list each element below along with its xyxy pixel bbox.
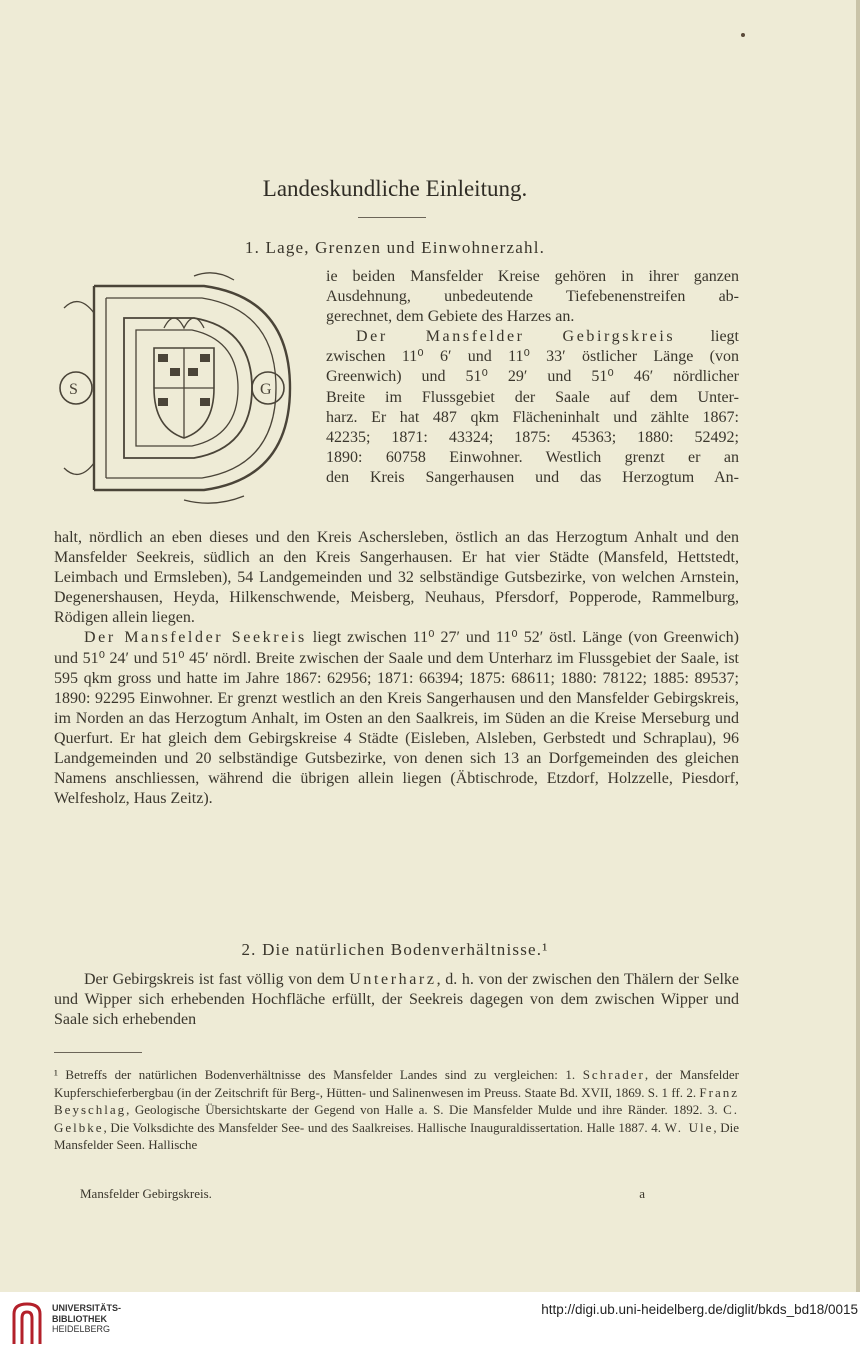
- gebirgskreis-lead: Der Mansfelder Gebirgskreis: [356, 328, 676, 346]
- unterharz-spaced: Unterharz: [349, 971, 437, 988]
- ink-speck: [741, 33, 745, 37]
- para2-line-2: Greenwich) und 51⁰ 29′ und 51⁰ 46′ nördlicher: [326, 368, 739, 386]
- logo-line-3: HEIDELBERG: [52, 1324, 111, 1334]
- para1-line-3: gerechnet, dem Gebiete des Harzes an.: [326, 308, 575, 326]
- permalink-url[interactable]: http://digi.ub.uni-heidelberg.de/diglit/bkds_bd18/0015: [541, 1302, 858, 1317]
- para2-line-1: zwischen 11⁰ 6′ und 11⁰ 33′ östlicher Länge (von: [326, 348, 739, 366]
- para2-continuation: halt, nördlich an eben dieses und den Kreis Aschersleben, östlich an das Herzogtum Anhalt und den Mansfelder Seekreis, südlich an den Kreis Sangerhausen. Er hat vier Städte (Mansfeld, Hettstedt, Leimbach und Ermsleben), 54 Landgemeinden und 32 selbständige Gutsbezirke, von welchen Arnstein, Degenershausen, Heyda, Hilkenschwende, Meisberg, Neuhaus, Pfersdorf, Popperode, Rammelburg, Rödigen allein liegen.: [54, 529, 739, 627]
- section-heading-2: 2. Die natürlichen Bodenverhältnisse.¹: [241, 940, 549, 959]
- body-block-1: [54, 528, 739, 809]
- footnote-author-3: C. Gelbke: [54, 1102, 739, 1135]
- footnote-text-3: , Die Volksdichte des Mansfelder See- und des Saalkreises. Hallische Inauguraldissertation. Halle 1887. 4.: [103, 1119, 665, 1135]
- signature-left: Mansfelder Gebirgskreis.: [80, 1186, 212, 1201]
- para2-line-5: 42235; 1871: 43324; 1875: 45363; 1880: 52492;: [326, 428, 739, 446]
- library-name: [52, 1303, 121, 1335]
- para4: [54, 970, 739, 1030]
- para4-lead: Der Gebirgskreis ist fast völlig von dem: [84, 971, 350, 988]
- title-rule: [358, 217, 426, 218]
- footnote-intro: ¹ Betreffs der natürlichen Bodenverhältnisse des Mansfelder Landes sind zu vergleichen: 1.: [54, 1067, 583, 1082]
- para2-line-6: 1890: 60758 Einwohner. Westlich grenzt er an: [326, 448, 739, 466]
- para2-line-0: [326, 327, 739, 347]
- logo-line-2: BIBLIOTHEK: [52, 1313, 107, 1324]
- footnote-author-1: Schrader: [582, 1067, 645, 1082]
- footnote-author-4: W. Ule: [664, 1119, 714, 1135]
- footnote-text-4: , Die Mansfelder Seen. Hallische: [54, 1119, 739, 1153]
- footnote-text-1: , der Mansfelder Kupferschieferbergbau (in der Zeitschrift für Berg-, Hütten- und Salinenwesen im Preuss. Staate Bd. XVII, 1869. S. 1 ff. 2.: [54, 1067, 739, 1100]
- para2-lead-rest: liegt: [675, 328, 740, 346]
- svg-text:G: G: [260, 381, 272, 398]
- signature-right: a: [639, 1186, 645, 1201]
- page-title: Landeskundliche Einleitung.: [262, 176, 528, 201]
- signature-line: [80, 1186, 645, 1202]
- para3: [54, 628, 739, 809]
- intro-indented-text: [326, 267, 739, 488]
- para2-line-3: Breite im Flussgebiet der Saale auf dem Unter-: [326, 388, 739, 406]
- body-block-2: [54, 970, 739, 1030]
- footnote-author-2: Franz Beyschlag: [54, 1084, 739, 1118]
- seekreis-lead: Der Mansfelder Seekreis: [84, 629, 307, 647]
- para1-line-2: Ausdehnung, unbedeutende Tiefebenenstreifen ab-: [326, 288, 739, 306]
- para4-text: , d. h. von der zwischen den Thälern der Selke und Wipper sich erhebenden Hochfläche erfüllt, der Seekreis dagegen von dem zwischen Wipper und Saale sich erhebenden: [54, 971, 740, 1029]
- para3-text: liegt zwischen 11⁰ 27′ und 11⁰ 52′ östl. Länge (von Greenwich) und 51⁰ 24′ und 51⁰ 45′ nördl. Breite zwischen der Saale und dem Unterharz im Flussgebiet der Saale, ist 595 qkm gross und hatte im Jahre 1867: 62956; 1871: 66394; 1875: 68611; 1880: 78122; 1885: 89537; 1890: 92295 Einwohner. Er grenzt westlich an den Kreis Sangerhausen und den Mansfelder Gebirgskreis, im Norden an das Herzogtum Anhalt, im Osten an den Saalkreis, im Süden an die Kreise Merseburg und Querfurt. Er hat gleich dem Gebirgskreise 4 Städte (Eisleben, Alsleben, Gerbstedt und Schraplau), 96 Landgemeinden und 20 selbständige Gutsbezirke, von denen sich 13 an Dorfgemeinden des gleichen Namens anschliessen, während die übrigen allein liegen (Äbtischrode, Etzdorf, Holzzelle, Piesdorf, Welfesholz, Haus Zeitz).: [54, 629, 739, 808]
- para1-line-1: ie beiden Mansfelder Kreise gehören in ihrer ganzen: [326, 268, 739, 285]
- footnote-text-2: , Geologische Übersichtskarte der Gegend von Halle a. S. Die Mansfelder Mulde und ihre Ränder. 1892. 3.: [126, 1102, 724, 1118]
- footnote: [54, 1066, 739, 1154]
- footnote-rule: [54, 1052, 142, 1053]
- para2-line-4: harz. Er hat 487 qkm Flächeninhalt und zählte 1867:: [326, 408, 739, 426]
- para2-line-7: den Kreis Sangerhausen und das Herzogtum An-: [326, 468, 739, 486]
- ornamental-initial-d: [54, 268, 300, 508]
- university-library-logo-icon[interactable]: [10, 1300, 44, 1346]
- page-edge: [856, 0, 860, 1292]
- svg-text:S: S: [69, 381, 78, 398]
- logo-line-1: UNIVERSITÄTS-: [52, 1303, 122, 1313]
- section-heading-1: 1. Lage, Grenzen und Einwohnerzahl.: [244, 238, 546, 257]
